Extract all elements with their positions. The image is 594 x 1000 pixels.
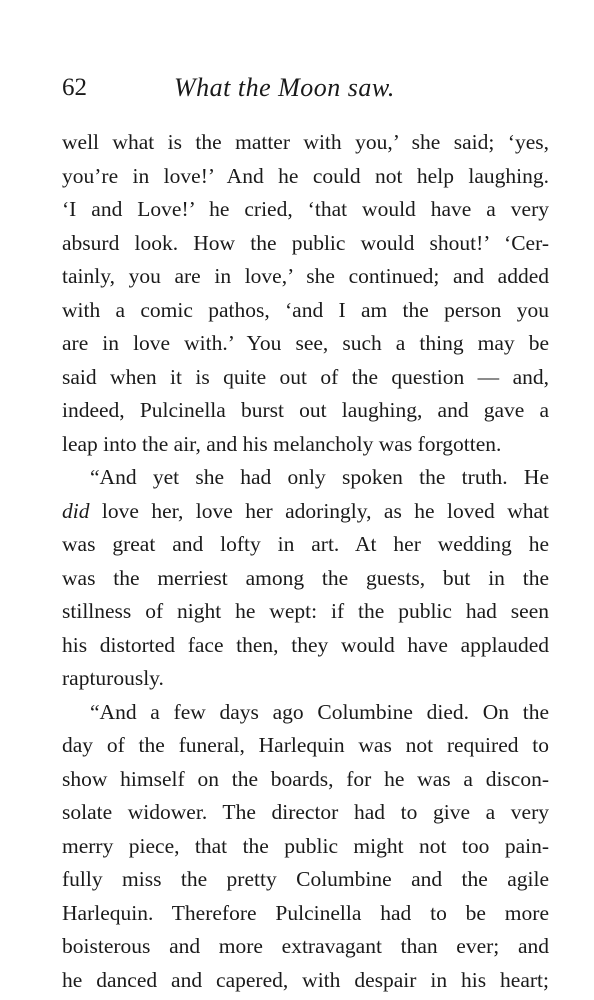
text-line: was the merriest among the guests, but in the bbox=[62, 565, 549, 590]
italic-emphasis: did bbox=[62, 498, 90, 523]
text-line: indeed, Pulcinella burst out laughing, and gave a bbox=[62, 398, 549, 422]
text-line: day of the funeral, Harlequin was not required to bbox=[62, 733, 549, 757]
text-line: you’re in love!’ And he could not help laughing. bbox=[62, 163, 549, 188]
text-line: merry piece, that the public might not too pain- bbox=[62, 833, 549, 858]
running-title: What the Moon saw. bbox=[174, 73, 395, 102]
text-line: show himself on the boards, for he was a discon- bbox=[62, 766, 549, 791]
text-line: are in love with.’ You see, such a thing may be bbox=[62, 331, 549, 355]
text-line: rapturously. bbox=[62, 666, 164, 690]
text-line: was great and lofty in art. At her wedding he bbox=[62, 532, 549, 556]
text-line: stillness of night he wept: if the public had seen bbox=[62, 599, 549, 623]
text-line: he danced and capered, with despair in his heart; bbox=[62, 967, 549, 992]
text-line: leap into the air, and his melancholy was forgotten. bbox=[62, 431, 502, 456]
text-line: absurd look. How the public would shout!’ ‘Cer- bbox=[62, 230, 549, 255]
text-line: ‘I and Love!’ he cried, ‘that would have a very bbox=[62, 197, 549, 221]
text-line: Harlequin. Therefore Pulcinella had to be more bbox=[62, 900, 549, 925]
page-number: 62 bbox=[62, 74, 87, 101]
text-line: solate widower. The director had to give a very bbox=[62, 800, 549, 824]
text-line: with a comic pathos, ‘and I am the person you bbox=[62, 297, 549, 322]
text-line: “And a few days ago Columbine died. On the bbox=[90, 699, 549, 724]
text-line: did love her, love her adoringly, as he loved what bbox=[62, 498, 549, 523]
text-line: said when it is quite out of the question — and, bbox=[62, 364, 549, 389]
body-text bbox=[62, 126, 549, 997]
text-line: boisterous and more extravagant than ever; and bbox=[62, 934, 549, 958]
text-line: well what is the matter with you,’ she said; ‘yes, bbox=[62, 130, 549, 154]
running-head bbox=[62, 70, 542, 106]
text-line: tainly, you are in love,’ she continued; and added bbox=[62, 264, 549, 288]
text-line: his distorted face then, they would have applauded bbox=[62, 632, 549, 657]
text-line: fully miss the pretty Columbine and the agile bbox=[62, 867, 549, 891]
text-line: “And yet she had only spoken the truth. He bbox=[90, 465, 549, 489]
